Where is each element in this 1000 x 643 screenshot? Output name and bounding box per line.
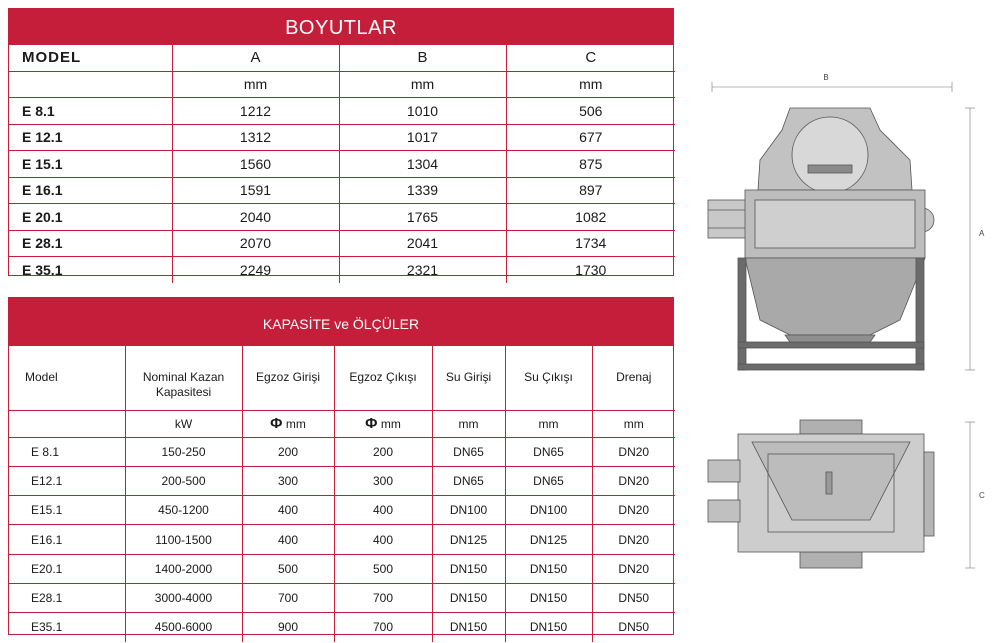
value-cell: 1591 xyxy=(172,177,339,204)
value-cell: 1304 xyxy=(339,151,506,178)
dim-label-c: C xyxy=(979,491,985,500)
value-cell: 2321 xyxy=(339,257,506,283)
value-cell: 3000-4000 xyxy=(125,583,242,612)
value-cell: 400 xyxy=(242,525,334,554)
value-cell: DN150 xyxy=(432,613,505,642)
model-cell: E35.1 xyxy=(31,620,63,635)
header-b: B xyxy=(339,45,506,71)
value-cell: DN150 xyxy=(432,583,505,612)
value-cell: 400 xyxy=(334,496,432,525)
value-cell: 875 xyxy=(506,151,675,178)
value-cell: 700 xyxy=(242,583,334,612)
value-cell: DN150 xyxy=(505,613,592,642)
table-row xyxy=(9,177,675,204)
header-model: Model xyxy=(9,346,125,410)
value-cell: 1017 xyxy=(339,124,506,151)
value-cell: DN65 xyxy=(505,437,592,466)
model-cell: E 35.1 xyxy=(22,261,63,278)
capacity-title: KAPASİTE ve ÖLÇÜLER xyxy=(9,298,673,346)
value-cell: 400 xyxy=(334,525,432,554)
value-cell: DN150 xyxy=(505,554,592,583)
table-row xyxy=(9,496,675,525)
model-cell: E 15.1 xyxy=(9,151,172,178)
unit-cell: mm xyxy=(172,71,339,98)
dimensions-units-row xyxy=(9,71,675,98)
capacity-grid xyxy=(9,346,675,642)
unit-cell: kW xyxy=(125,410,242,437)
model-cell: E 16.1 xyxy=(9,177,172,204)
value-cell: 200 xyxy=(334,437,432,466)
table-row xyxy=(9,525,675,554)
value-cell: 200-500 xyxy=(125,466,242,495)
value-cell: 200 xyxy=(242,437,334,466)
value-cell: DN65 xyxy=(505,466,592,495)
value-cell: 2249 xyxy=(172,257,339,283)
value-cell: 897 xyxy=(506,177,675,204)
value-cell: 300 xyxy=(334,466,432,495)
header-capacity: Nominal Kazan Kapasitesi xyxy=(125,346,242,410)
unit-cell: mm xyxy=(506,71,675,98)
value-cell: DN100 xyxy=(505,496,592,525)
value-cell: 506 xyxy=(506,98,675,125)
table-row xyxy=(9,554,675,583)
dimensions-title: BOYUTLAR xyxy=(9,9,673,45)
model-cell: E 20.1 xyxy=(9,204,172,231)
value-cell: 1010 xyxy=(339,98,506,125)
table-row xyxy=(9,204,675,231)
model-cell: E28.1 xyxy=(9,583,125,612)
header-c: C xyxy=(506,45,675,71)
value-cell: 1730 xyxy=(506,257,675,283)
value-cell: 1734 xyxy=(506,230,675,257)
value-cell: DN125 xyxy=(432,525,505,554)
value-cell: 300 xyxy=(242,466,334,495)
value-cell: 1100-1500 xyxy=(125,525,242,554)
table-row xyxy=(9,257,675,283)
value-cell: 1082 xyxy=(506,204,675,231)
value-cell: DN20 xyxy=(592,554,675,583)
model-cell: E 12.1 xyxy=(9,124,172,151)
value-cell: 450-1200 xyxy=(125,496,242,525)
model-cell: E 8.1 xyxy=(9,437,125,466)
table-row xyxy=(9,98,675,125)
value-cell: 1400-2000 xyxy=(125,554,242,583)
value-cell: DN50 xyxy=(592,613,675,642)
value-cell: DN20 xyxy=(592,466,675,495)
technical-drawings xyxy=(690,60,990,636)
unit-cell: Φ mm xyxy=(334,410,432,437)
model-cell: E12.1 xyxy=(9,466,125,495)
unit-cell: mm xyxy=(505,410,592,437)
value-cell: 2070 xyxy=(172,230,339,257)
value-cell: 700 xyxy=(334,583,432,612)
value-cell: 4500-6000 xyxy=(125,613,242,642)
model-cell: E16.1 xyxy=(9,525,125,554)
value-cell: DN150 xyxy=(505,583,592,612)
table-row xyxy=(9,437,675,466)
value-cell: DN50 xyxy=(592,583,675,612)
table-row xyxy=(9,583,675,612)
value-cell: DN20 xyxy=(592,496,675,525)
dimensions-table xyxy=(8,8,674,276)
unit-cell xyxy=(9,410,125,437)
value-cell: DN150 xyxy=(432,554,505,583)
model-cell: E 8.1 xyxy=(9,98,172,125)
header-water-out: Su Çıkışı xyxy=(505,346,592,410)
value-cell: 900 xyxy=(242,613,334,642)
dimensions-header-row xyxy=(9,45,675,71)
table-row xyxy=(9,124,675,151)
table-row xyxy=(9,613,675,642)
value-cell: 1765 xyxy=(339,204,506,231)
value-cell: 1312 xyxy=(172,124,339,151)
dim-label-b: B xyxy=(823,73,829,82)
unit-cell xyxy=(9,71,172,98)
header-a: A xyxy=(172,45,339,71)
value-cell: DN65 xyxy=(432,437,505,466)
dimensions-grid xyxy=(9,45,675,283)
value-cell: 1212 xyxy=(172,98,339,125)
table-row xyxy=(9,466,675,495)
value-cell: 2040 xyxy=(172,204,339,231)
value-cell: 700 xyxy=(334,613,432,642)
value-cell: DN65 xyxy=(432,466,505,495)
value-cell: DN125 xyxy=(505,525,592,554)
unit-cell: mm xyxy=(339,71,506,98)
unit-cell: mm xyxy=(592,410,675,437)
value-cell: 500 xyxy=(334,554,432,583)
value-cell: 1560 xyxy=(172,151,339,178)
model-cell: E20.1 xyxy=(9,554,125,583)
header-water-in: Su Girişi xyxy=(432,346,505,410)
capacity-header-row xyxy=(9,346,675,410)
value-cell: 677 xyxy=(506,124,675,151)
value-cell: DN20 xyxy=(592,437,675,466)
front-view-drawing xyxy=(708,82,975,370)
value-cell: DN20 xyxy=(592,525,675,554)
header-exhaust-in: Egzoz Girişi xyxy=(242,346,334,410)
table-row xyxy=(9,151,675,178)
top-view-drawing xyxy=(708,420,975,568)
value-cell: 500 xyxy=(242,554,334,583)
phi-symbol: Φ xyxy=(270,415,283,432)
model-cell: E 28.1 xyxy=(9,230,172,257)
value-cell: 400 xyxy=(242,496,334,525)
value-cell: DN100 xyxy=(432,496,505,525)
header-model: MODEL xyxy=(9,45,172,71)
capacity-table xyxy=(8,297,674,635)
unit-cell: mm xyxy=(432,410,505,437)
value-cell: 150-250 xyxy=(125,437,242,466)
header-drain: Drenaj xyxy=(592,346,675,410)
phi-symbol: Φ xyxy=(365,415,378,432)
model-cell: E15.1 xyxy=(9,496,125,525)
unit-cell: Φ mm xyxy=(242,410,334,437)
value-cell: 2041 xyxy=(339,230,506,257)
value-cell: 1339 xyxy=(339,177,506,204)
header-exhaust-out: Egzoz Çıkışı xyxy=(334,346,432,410)
table-row xyxy=(9,230,675,257)
dim-label-a: A xyxy=(979,229,985,238)
capacity-units-row xyxy=(9,410,675,437)
